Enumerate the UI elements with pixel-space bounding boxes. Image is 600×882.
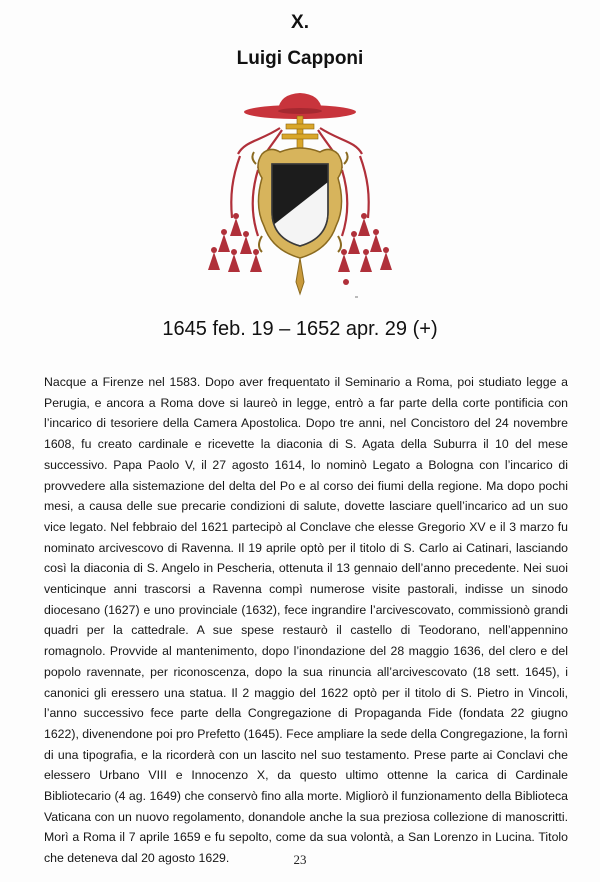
biography-paragraph: Nacque a Firenze nel 1583. Dopo aver frequentato il Seminario a Roma, poi studiato legge a Perugia, e ancora a Roma dove si laureò in legge, entrò a far parte della corte pontificia con l’incarico di tesoriere della Camera Apostolica. Dopo tre anni, nel Concistoro del 24 novembre 1608, fu creato cardinale e ricevette la diaconia di S. Agata della Suburra il 10 del mese successivo. Papa Paolo V, il 27 agosto 1614, lo nominò Legato a Bologna con l’incarico di provvedere alla sistemazione del delta del Po e al corso dei fiumi della regione. Ma dopo pochi mesi, a causa delle sue precarie condizioni di salute, dovette lasciare quell’incarico ad un suo vice legato. Nel febbraio del 1621 partecipò al Conclave che elesse Gregorio XV e il 3 marzo fu nominato arcivescovo di Ravenna. Il 19 aprile optò per il titolo di S. Carlo ai Catinari, lasciando così la diaconia di S. Angelo in Pescheria, ottenuta il 13 gennaio dell’anno precedente. Nei suoi venticinque anni trascorsi a Ravenna compì numerose visite pastorali, indisse un sinodo diocesano (1627) e uno provinciale (1632), fece ingrandire l’arcivescovato, commissionò grandi quadri per la cattedrale. A sue spese restaurò il castello di Teodorano, nell’appennino romagnolo. Provvide al mantenimento, dopo l’inondazione del 28 maggio 1636, del clero e del popolo ravennate, per riconoscenza, dopo la sua rinuncia all’arcivescovato (18 sett. 1645), i canonici gli eressero una statua. Il 2 maggio del 1622 optò per il titolo di S. Pietro in Vincoli, l’anno successivo fece parte della Congregazione di Propaganda Fide (fondata 22 giugno 1622), divenendone poi pro Prefetto (1645). Fece ampliare la sede della Congregazione, la fornì di una tipografia, e la ricorderà con un lascito nel suo testamento. Prese parte ai Conclavi che elessero Urbano VIII e Innocenzo X, da questo ultimo ottenne la carica di Cardinale Bibliotecario (4 ag. 1649) che conservò fino alla morte. Migliorò il funzionamento della Biblioteca Vaticana con un nuovo regolamento, donandole anche la sua preziosa collezione di manoscritti. Morì a Roma il 7 aprile 1659 e fu sepolto, come da sua volontà, a San Lorenzo in Lucina. Titolo che deteneva dal 20 agosto 1629. (44, 375, 568, 866)
scan-speck (355, 296, 358, 298)
chapter-numeral: X. (291, 12, 309, 33)
tenure-dates: 1645 feb. 19 – 1652 apr. 29 (+) (162, 318, 438, 340)
cardinal-name-title: Luigi Capponi (236, 48, 364, 69)
page-number: 23 (293, 852, 307, 867)
heraldic-shield-icon (272, 164, 328, 246)
galero-hat-icon (244, 93, 356, 119)
cardinal-coat-of-arms-icon (200, 86, 400, 301)
